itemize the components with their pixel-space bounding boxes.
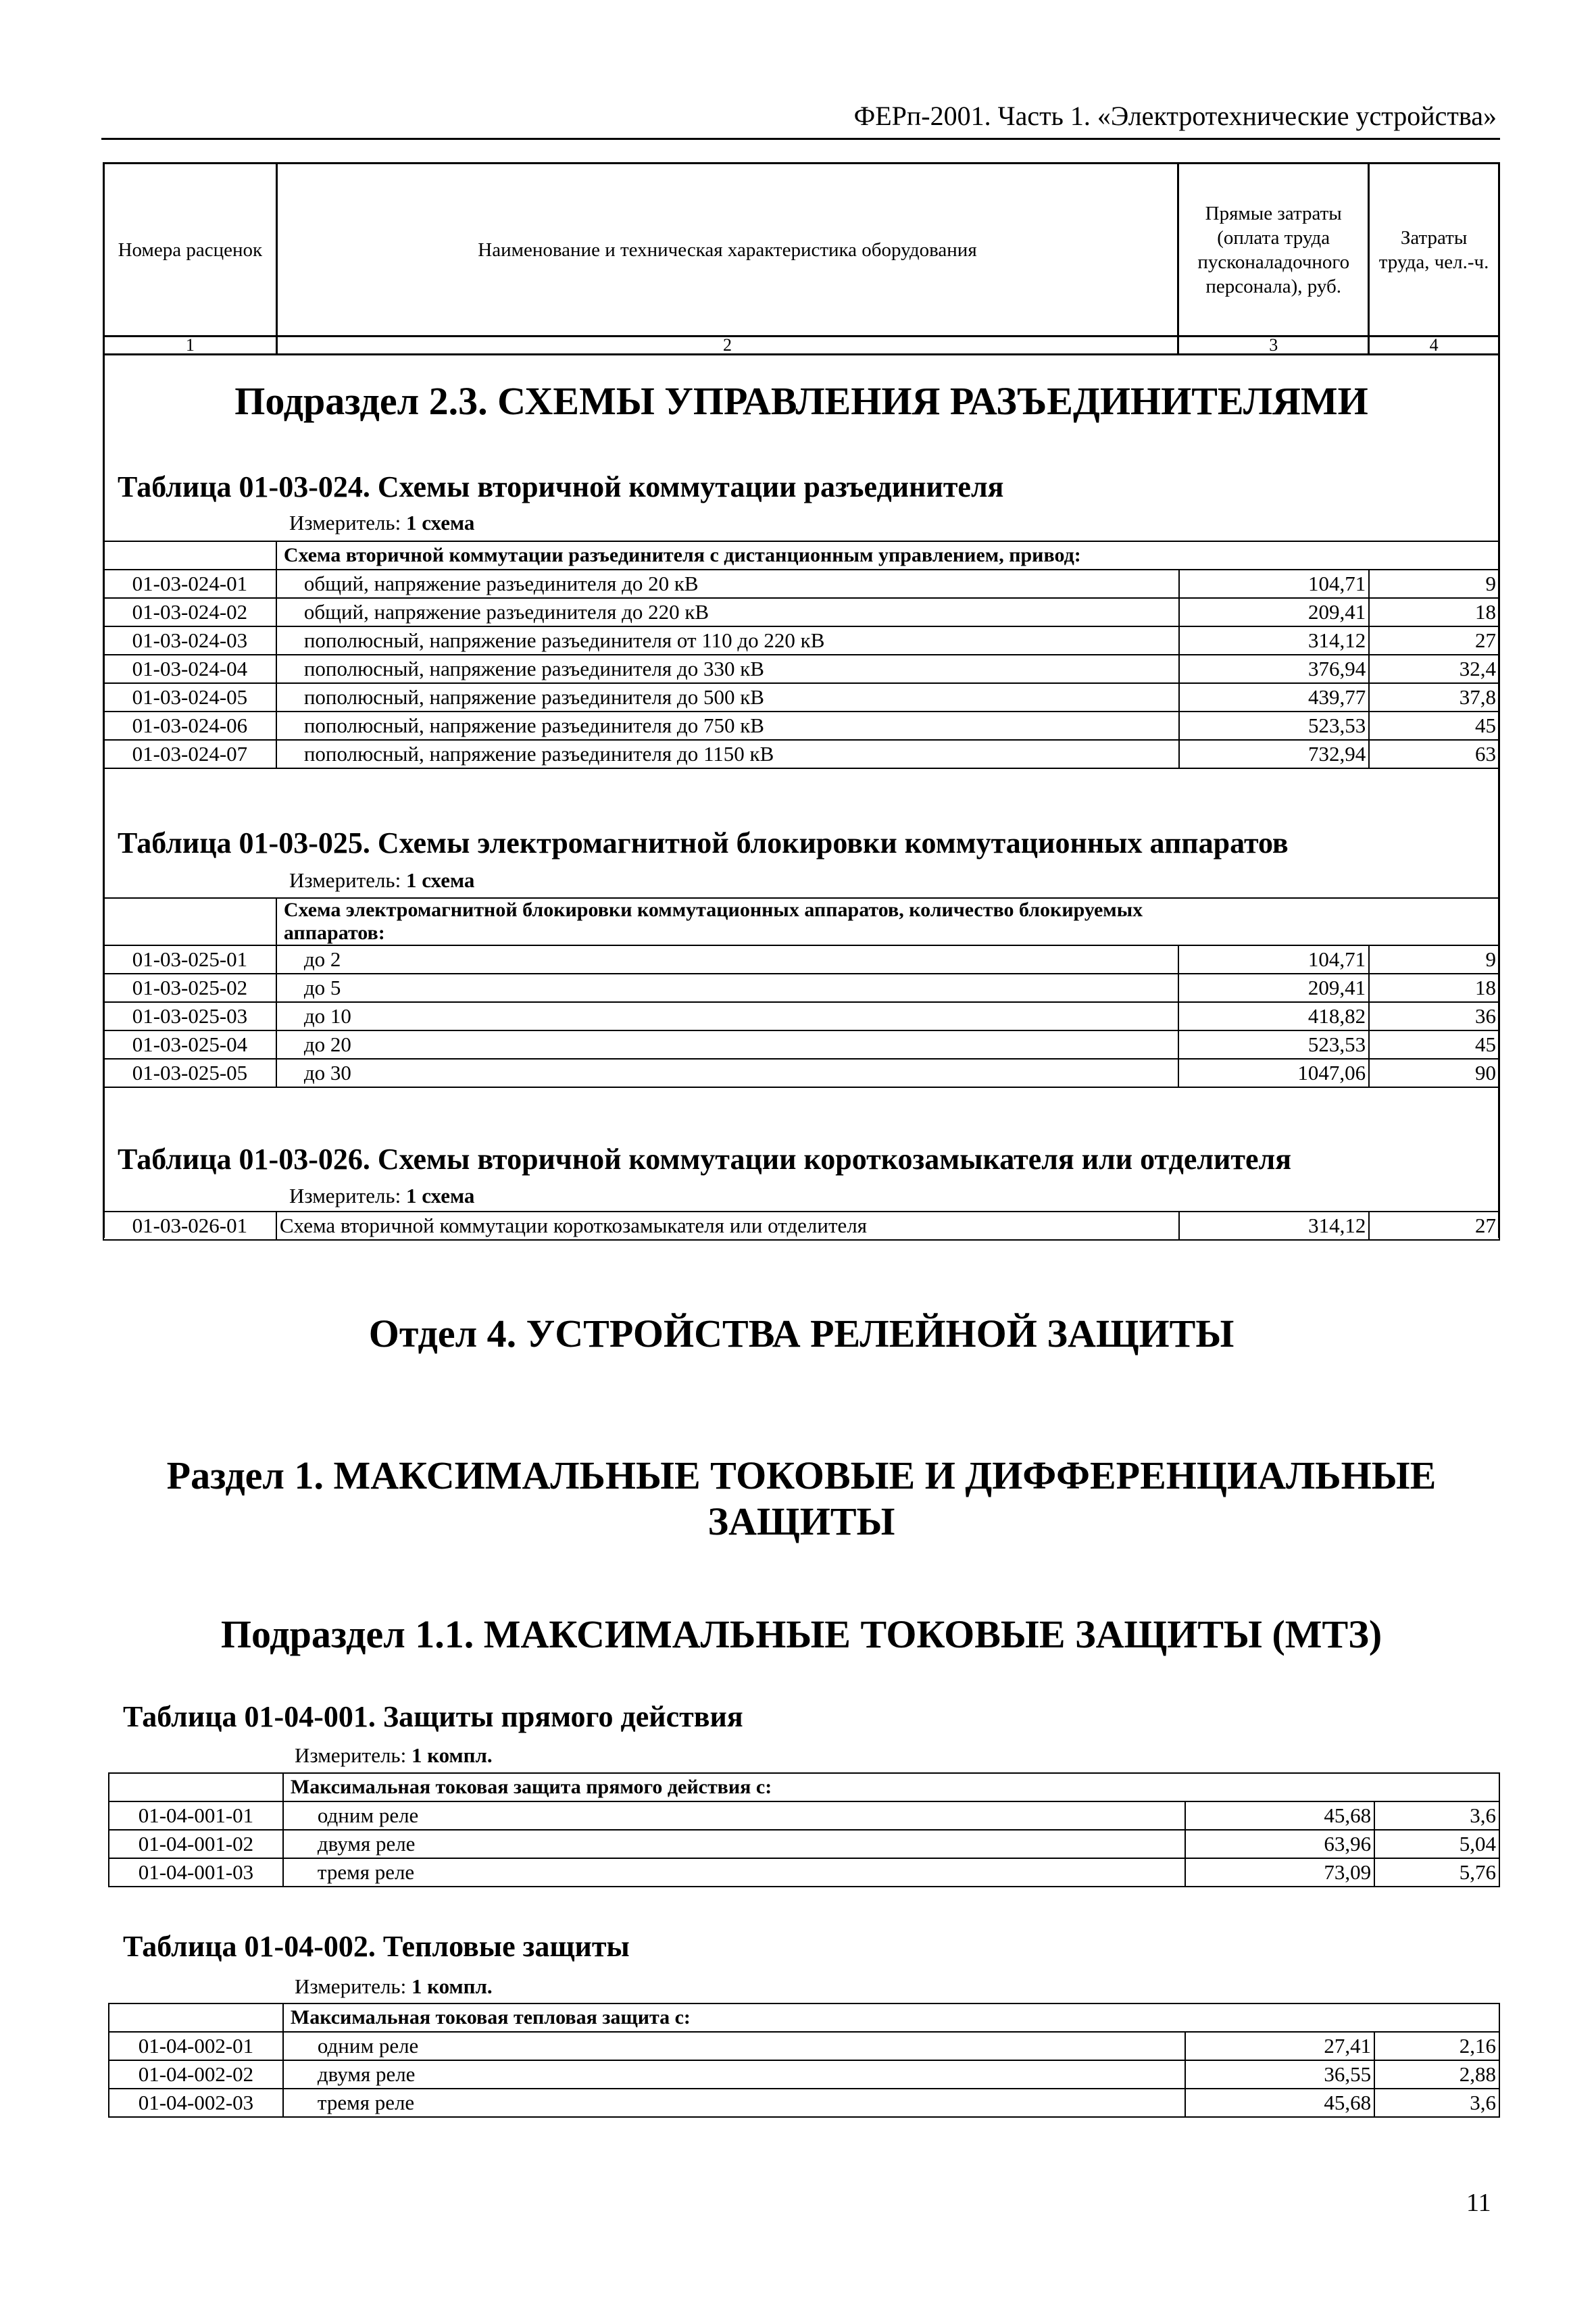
table-title: Таблица 01-03-026. Схемы вторичной коммутации короткозамыкателя или отделителя: [118, 1143, 1292, 1176]
table-title: Таблица 01-03-025. Схемы электромагнитной блокировки коммутационных аппаратов: [118, 826, 1289, 860]
column-header-table: [103, 162, 1500, 355]
section-heading-line-1: Раздел 1. МАКСИМАЛЬНЫЕ ТОКОВЫЕ И ДИФФЕРЕНЦИАЛЬНЫЕ: [166, 1453, 1437, 1497]
row-labor: 9: [1369, 945, 1499, 974]
section-heading-line-2: ЗАЩИТЫ: [707, 1499, 895, 1543]
table-01-04-001: [108, 1772, 1500, 1887]
row-cost: 314,12: [1179, 1212, 1370, 1240]
col-number-3: 3: [1178, 337, 1369, 355]
row-labor: 2,16: [1374, 2032, 1499, 2060]
row-code: 01-03-025-01: [103, 945, 276, 974]
table-row: [103, 974, 1499, 1002]
row-cost: 523,53: [1178, 1030, 1369, 1059]
row-name: одним реле: [283, 1801, 1186, 1830]
row-name: двумя реле: [283, 1830, 1186, 1858]
row-cost: 1047,06: [1178, 1059, 1369, 1087]
row-labor: 3,6: [1374, 1801, 1499, 1830]
row-code: 01-03-024-04: [103, 655, 276, 683]
table-row: [103, 945, 1499, 974]
table-row: [109, 1830, 1499, 1858]
row-cost: 439,77: [1179, 683, 1370, 712]
table-cell: [103, 541, 276, 570]
row-name: общий, напряжение разъединителя до 20 кВ: [276, 570, 1179, 598]
row-labor: 18: [1369, 974, 1499, 1002]
table-row: [103, 1002, 1499, 1030]
col-header-labor: Затраты труда, чел.-ч.: [1369, 164, 1499, 337]
row-cost: 209,41: [1178, 974, 1369, 1002]
row-name: тремя реле: [283, 2089, 1186, 2117]
group-header: Максимальная токовая тепловая защита с:: [283, 2003, 1499, 2032]
row-name: Схема вторичной коммутации короткозамыкателя или отделителя: [276, 1212, 1179, 1240]
col-number-4: 4: [1369, 337, 1499, 355]
row-labor: 3,6: [1374, 2089, 1499, 2117]
row-cost: 73,09: [1185, 1858, 1374, 1887]
row-labor: 5,76: [1374, 1858, 1499, 1887]
table-cell: [103, 898, 276, 945]
row-labor: 5,04: [1374, 1830, 1499, 1858]
row-code: 01-03-025-02: [103, 974, 276, 1002]
row-cost: 63,96: [1185, 1830, 1374, 1858]
subsection-heading: Подраздел 1.1. МАКСИМАЛЬНЫЕ ТОКОВЫЕ ЗАЩИТЫ (МТЗ): [220, 1612, 1382, 1656]
col-number-2: 2: [276, 337, 1178, 355]
row-code: 01-03-024-05: [103, 683, 276, 712]
table-row: [103, 1059, 1499, 1087]
group-header: Схема вторичной коммутации разъединителя с дистанционным управлением, привод:: [276, 541, 1499, 570]
row-cost: 314,12: [1179, 626, 1370, 655]
table-unit: Измеритель: 1 схема: [289, 1184, 475, 1208]
row-labor: 63: [1369, 740, 1499, 768]
row-code: 01-04-001-03: [109, 1858, 283, 1887]
table-row: [103, 598, 1499, 626]
table-title: Таблица 01-03-024. Схемы вторичной коммутации разъединителя: [118, 470, 1004, 503]
row-labor: 45: [1369, 712, 1499, 740]
row-cost: 45,68: [1185, 1801, 1374, 1830]
row-code: 01-03-026-01: [103, 1212, 276, 1240]
table-row: [103, 570, 1499, 598]
row-name: до 5: [276, 974, 1179, 1002]
row-code: 01-04-002-03: [109, 2089, 283, 2117]
table-01-03-024: [103, 541, 1500, 769]
row-code: 01-04-002-02: [109, 2060, 283, 2089]
table-01-04-002: [108, 2003, 1500, 2118]
table-title: Таблица 01-04-002. Тепловые защиты: [123, 1930, 630, 1963]
row-name: пополюсный, напряжение разъединителя до 330 кВ: [276, 655, 1179, 683]
table-row: [109, 2060, 1499, 2089]
row-code: 01-03-025-05: [103, 1059, 276, 1087]
row-cost: 376,94: [1179, 655, 1370, 683]
group-header: Максимальная токовая защита прямого действия с:: [283, 1773, 1499, 1801]
table-cell: [109, 1773, 283, 1801]
table-row: [109, 1801, 1499, 1830]
row-labor: 27: [1369, 626, 1499, 655]
row-name: до 10: [276, 1002, 1179, 1030]
row-cost: 732,94: [1179, 740, 1370, 768]
row-code: 01-03-024-02: [103, 598, 276, 626]
row-cost: 104,71: [1178, 945, 1369, 974]
table-row: [109, 1858, 1499, 1887]
col-header-name: Наименование и техническая характеристика оборудования: [276, 164, 1178, 337]
department-heading: Отдел 4. УСТРОЙСТВА РЕЛЕЙНОЙ ЗАЩИТЫ: [368, 1312, 1235, 1355]
table-title: Таблица 01-04-001. Защиты прямого действия: [123, 1700, 743, 1733]
row-name: до 2: [276, 945, 1179, 974]
table-row: [103, 683, 1499, 712]
row-name: пополюсный, напряжение разъединителя до 750 кВ: [276, 712, 1179, 740]
frame-left-border: [103, 345, 105, 1238]
table-row: [103, 1030, 1499, 1059]
table-01-03-026: [103, 1211, 1500, 1241]
row-name: пополюсный, напряжение разъединителя от 110 до 220 кВ: [276, 626, 1179, 655]
row-labor: 27: [1369, 1212, 1499, 1240]
section-heading: [103, 1453, 1500, 1545]
table-unit: Измеритель: 1 схема: [289, 511, 475, 534]
table-unit: Измеритель: 1 компл.: [295, 1974, 493, 1998]
row-labor: 18: [1369, 598, 1499, 626]
row-code: 01-03-024-03: [103, 626, 276, 655]
row-cost: 45,68: [1185, 2089, 1374, 2117]
table-row: [109, 2032, 1499, 2060]
table-unit: Измеритель: 1 компл.: [295, 1743, 493, 1767]
row-code: 01-04-001-02: [109, 1830, 283, 1858]
row-name: пополюсный, напряжение разъединителя до 1150 кВ: [276, 740, 1179, 768]
row-cost: 209,41: [1179, 598, 1370, 626]
row-code: 01-03-025-03: [103, 1002, 276, 1030]
row-code: 01-04-002-01: [109, 2032, 283, 2060]
row-labor: 2,88: [1374, 2060, 1499, 2089]
row-cost: 418,82: [1178, 1002, 1369, 1030]
header-rule: [101, 138, 1500, 140]
table-row: [103, 626, 1499, 655]
row-code: 01-03-025-04: [103, 1030, 276, 1059]
page-number: 11: [1466, 2189, 1491, 2217]
row-name: до 30: [276, 1059, 1179, 1087]
table-01-03-025: [103, 897, 1500, 1088]
row-code: 01-04-001-01: [109, 1801, 283, 1830]
table-row: [103, 712, 1499, 740]
frame-right-border: [1498, 345, 1500, 1238]
row-name: пополюсный, напряжение разъединителя до 500 кВ: [276, 683, 1179, 712]
row-cost: 36,55: [1185, 2060, 1374, 2089]
row-code: 01-03-024-06: [103, 712, 276, 740]
col-number-1: 1: [104, 337, 277, 355]
row-labor: 36: [1369, 1002, 1499, 1030]
col-header-direct-costs: Прямые затраты (оплата труда пусконаладочного персонала), руб.: [1178, 164, 1369, 337]
row-labor: 90: [1369, 1059, 1499, 1087]
row-code: 01-03-024-07: [103, 740, 276, 768]
row-labor: 32,4: [1369, 655, 1499, 683]
col-header-code: Номера расценок: [104, 164, 277, 337]
group-header: Схема электромагнитной блокировки коммутационных аппаратов, количество блокируемых аппаратов:: [276, 898, 1499, 945]
table-cell: [109, 2003, 283, 2032]
table-unit: Измеритель: 1 схема: [289, 868, 475, 892]
table-row: [103, 1212, 1499, 1240]
subsection-heading: Подраздел 2.3. СХЕМЫ УПРАВЛЕНИЯ РАЗЪЕДИНИТЕЛЯМИ: [234, 379, 1368, 423]
row-labor: 45: [1369, 1030, 1499, 1059]
running-header: ФЕРп-2001. Часть 1. «Электротехнические устройства»: [853, 101, 1497, 131]
row-name: до 20: [276, 1030, 1179, 1059]
row-name: двумя реле: [283, 2060, 1186, 2089]
row-code: 01-03-024-01: [103, 570, 276, 598]
row-cost: 523,53: [1179, 712, 1370, 740]
row-cost: 27,41: [1185, 2032, 1374, 2060]
row-labor: 37,8: [1369, 683, 1499, 712]
row-name: одним реле: [283, 2032, 1186, 2060]
table-row: [103, 655, 1499, 683]
row-name: общий, напряжение разъединителя до 220 кВ: [276, 598, 1179, 626]
row-labor: 9: [1369, 570, 1499, 598]
row-cost: 104,71: [1179, 570, 1370, 598]
row-name: тремя реле: [283, 1858, 1186, 1887]
table-row: [103, 740, 1499, 768]
table-row: [109, 2089, 1499, 2117]
